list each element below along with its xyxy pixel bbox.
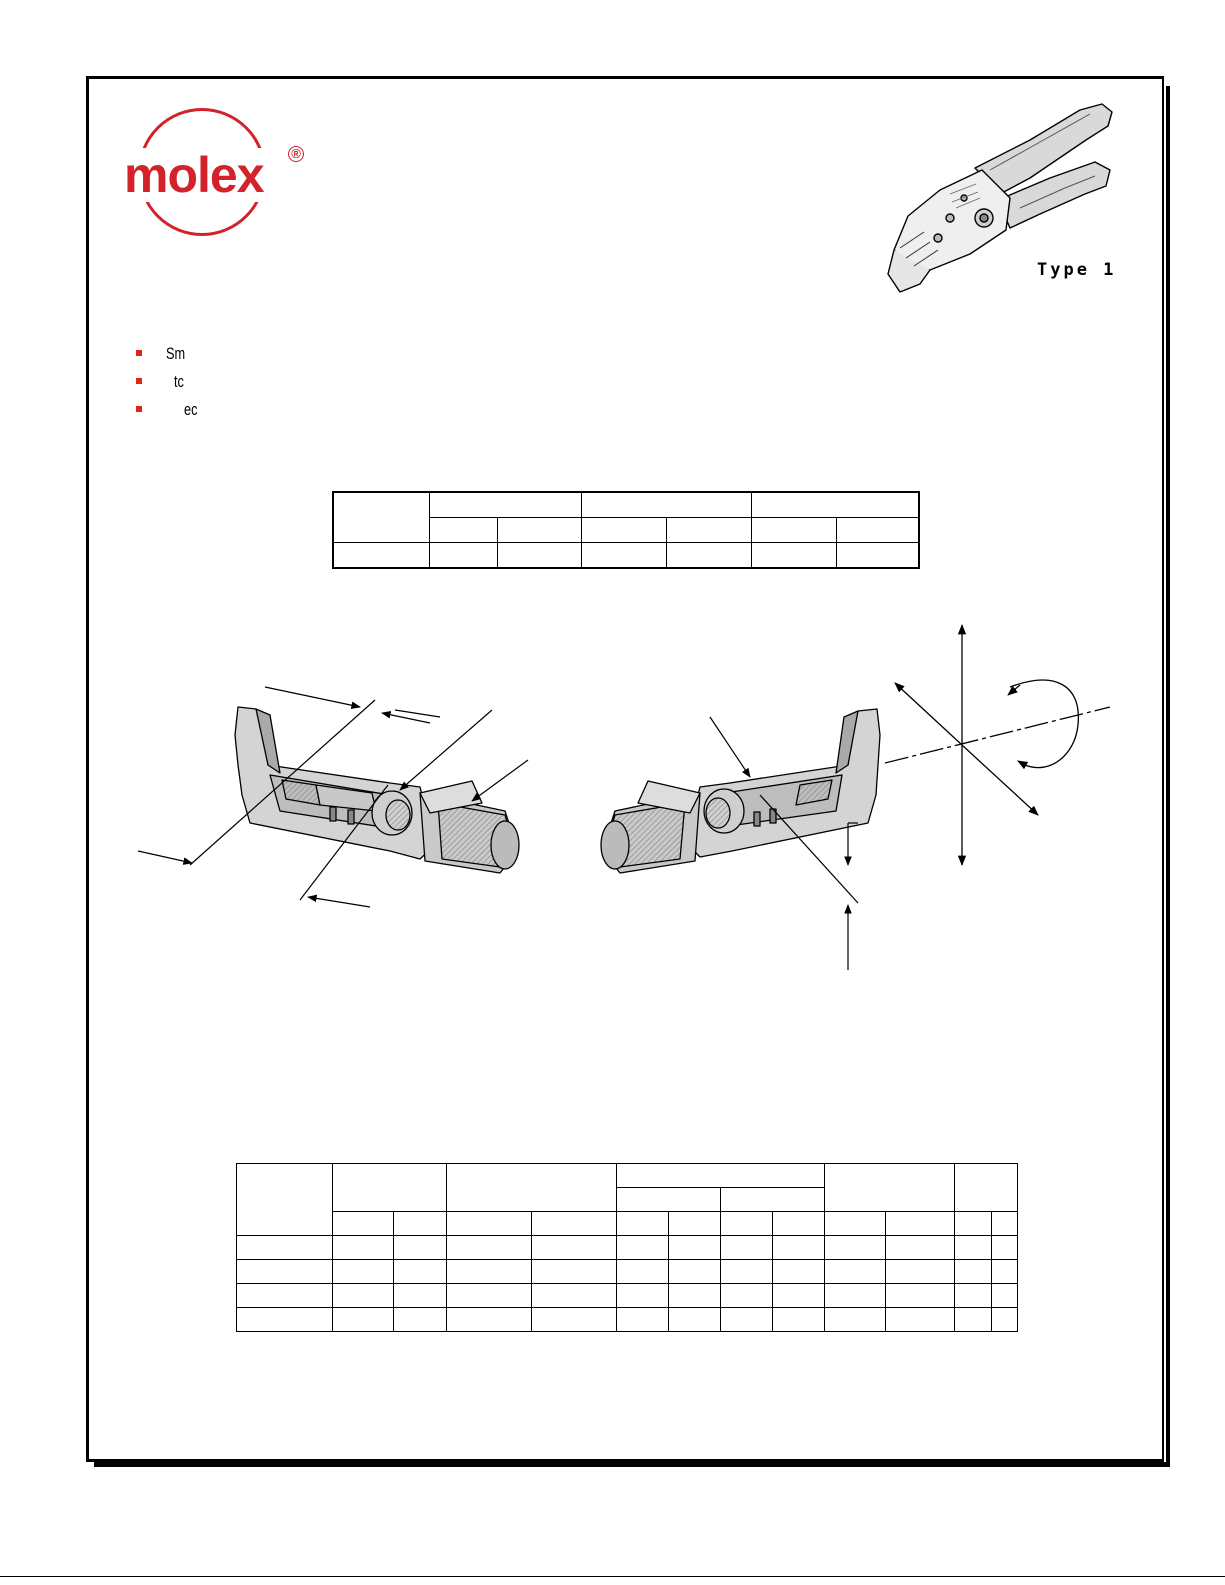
crimped-terminal-right-icon [601, 709, 880, 873]
table-cell [721, 1188, 825, 1212]
table-cell [333, 1308, 394, 1332]
rotation-axes-icon [885, 625, 1110, 865]
table-cell [752, 543, 837, 569]
table-row [333, 492, 919, 518]
table-cell [992, 1212, 1018, 1236]
table-cell [669, 1260, 721, 1284]
table-cell [886, 1212, 955, 1236]
table-row [237, 1236, 1018, 1260]
table-cell [955, 1260, 992, 1284]
table-cell [886, 1236, 955, 1260]
registered-mark: ® [288, 146, 304, 162]
table-cell [447, 1212, 532, 1236]
table-cell [498, 518, 582, 543]
table-cell [752, 492, 920, 518]
table-row [237, 1308, 1018, 1332]
tool-type-caption: Type 1 [1037, 260, 1117, 280]
table-cell [333, 1260, 394, 1284]
table-cell [617, 1308, 669, 1332]
list-item-text: Sm [166, 344, 186, 363]
table-cell [992, 1284, 1018, 1308]
table-cell [886, 1260, 955, 1284]
table-row [333, 543, 919, 569]
table-cell [532, 1284, 617, 1308]
table-cell [773, 1260, 825, 1284]
table-cell [837, 543, 920, 569]
table-cell [237, 1284, 333, 1308]
table-cell [394, 1212, 447, 1236]
table-cell [752, 518, 837, 543]
table-cell [394, 1284, 447, 1308]
bullet-square-icon [136, 406, 142, 412]
table-cell [532, 1236, 617, 1260]
table-cell [721, 1236, 773, 1260]
bullet-square-icon [136, 378, 142, 384]
table-cell [667, 518, 752, 543]
list-item-text: tc [174, 372, 184, 391]
table-cell [582, 492, 752, 518]
table-cell [773, 1236, 825, 1260]
table-cell [825, 1212, 886, 1236]
table-cell [237, 1164, 333, 1236]
table-cell [582, 543, 667, 569]
table-cell [430, 543, 498, 569]
table-cell [721, 1284, 773, 1308]
page-border-shadow-bottom [94, 1462, 1170, 1467]
crimped-terminal-left-icon [235, 707, 519, 873]
table-cell [333, 492, 430, 543]
table-cell [617, 1212, 669, 1236]
table-cell [237, 1236, 333, 1260]
table-cell [333, 1236, 394, 1260]
table-cell [237, 1308, 333, 1332]
table-cell [825, 1284, 886, 1308]
table-cell [447, 1260, 532, 1284]
bullet-square-icon [136, 350, 142, 356]
table-cell [955, 1284, 992, 1308]
table-cell [955, 1164, 1018, 1212]
table-cell [667, 543, 752, 569]
table-cell [955, 1212, 992, 1236]
table-cell [825, 1236, 886, 1260]
table-cell [447, 1284, 532, 1308]
table-cell [886, 1308, 955, 1332]
table-cell [447, 1236, 532, 1260]
table-row [237, 1212, 1018, 1236]
table-cell [237, 1260, 333, 1284]
table-cell [955, 1308, 992, 1332]
page-border-shadow-right [1166, 86, 1170, 1464]
table-cell [532, 1260, 617, 1284]
table-cell [333, 1212, 394, 1236]
table-cell [617, 1164, 825, 1188]
table-cell [394, 1308, 447, 1332]
table-cell [617, 1236, 669, 1260]
table-row [237, 1260, 1018, 1284]
table-cell [669, 1212, 721, 1236]
table-cell [721, 1212, 773, 1236]
table-cell [721, 1260, 773, 1284]
table-cell [617, 1188, 721, 1212]
table-cell [837, 518, 920, 543]
table-row [237, 1284, 1018, 1308]
table-cell [773, 1308, 825, 1332]
terminal-spec-table [236, 1163, 1018, 1332]
table-cell [992, 1308, 1018, 1332]
table-row [237, 1164, 1018, 1188]
table-cell [430, 492, 582, 518]
table-cell [394, 1236, 447, 1260]
table-cell [721, 1308, 773, 1332]
table-cell [669, 1284, 721, 1308]
footer-rule [0, 1576, 1225, 1577]
table-cell [773, 1212, 825, 1236]
table-cell [992, 1260, 1018, 1284]
table-cell [532, 1308, 617, 1332]
table-cell [333, 1284, 394, 1308]
molex-logo [118, 108, 304, 246]
table-cell [825, 1308, 886, 1332]
table-cell [394, 1260, 447, 1284]
logo-text: molex [120, 148, 268, 202]
table-cell [498, 543, 582, 569]
list-item-text: ec [184, 400, 198, 419]
table-cell [617, 1284, 669, 1308]
table-cell [333, 1164, 447, 1212]
table-cell [617, 1260, 669, 1284]
table-cell [886, 1284, 955, 1308]
table-cell [669, 1236, 721, 1260]
table-cell [333, 543, 430, 569]
table-cell [669, 1308, 721, 1332]
table-cell [582, 518, 667, 543]
crimp-spec-table [332, 491, 920, 569]
table-cell [532, 1212, 617, 1236]
table-cell [825, 1260, 886, 1284]
table-cell [992, 1236, 1018, 1260]
table-cell [447, 1164, 617, 1212]
crimp-dimension-drawing [120, 615, 1120, 975]
table-cell [430, 518, 498, 543]
table-cell [955, 1236, 992, 1260]
table-cell [447, 1308, 532, 1332]
table-cell [773, 1284, 825, 1308]
table-cell [825, 1164, 955, 1212]
